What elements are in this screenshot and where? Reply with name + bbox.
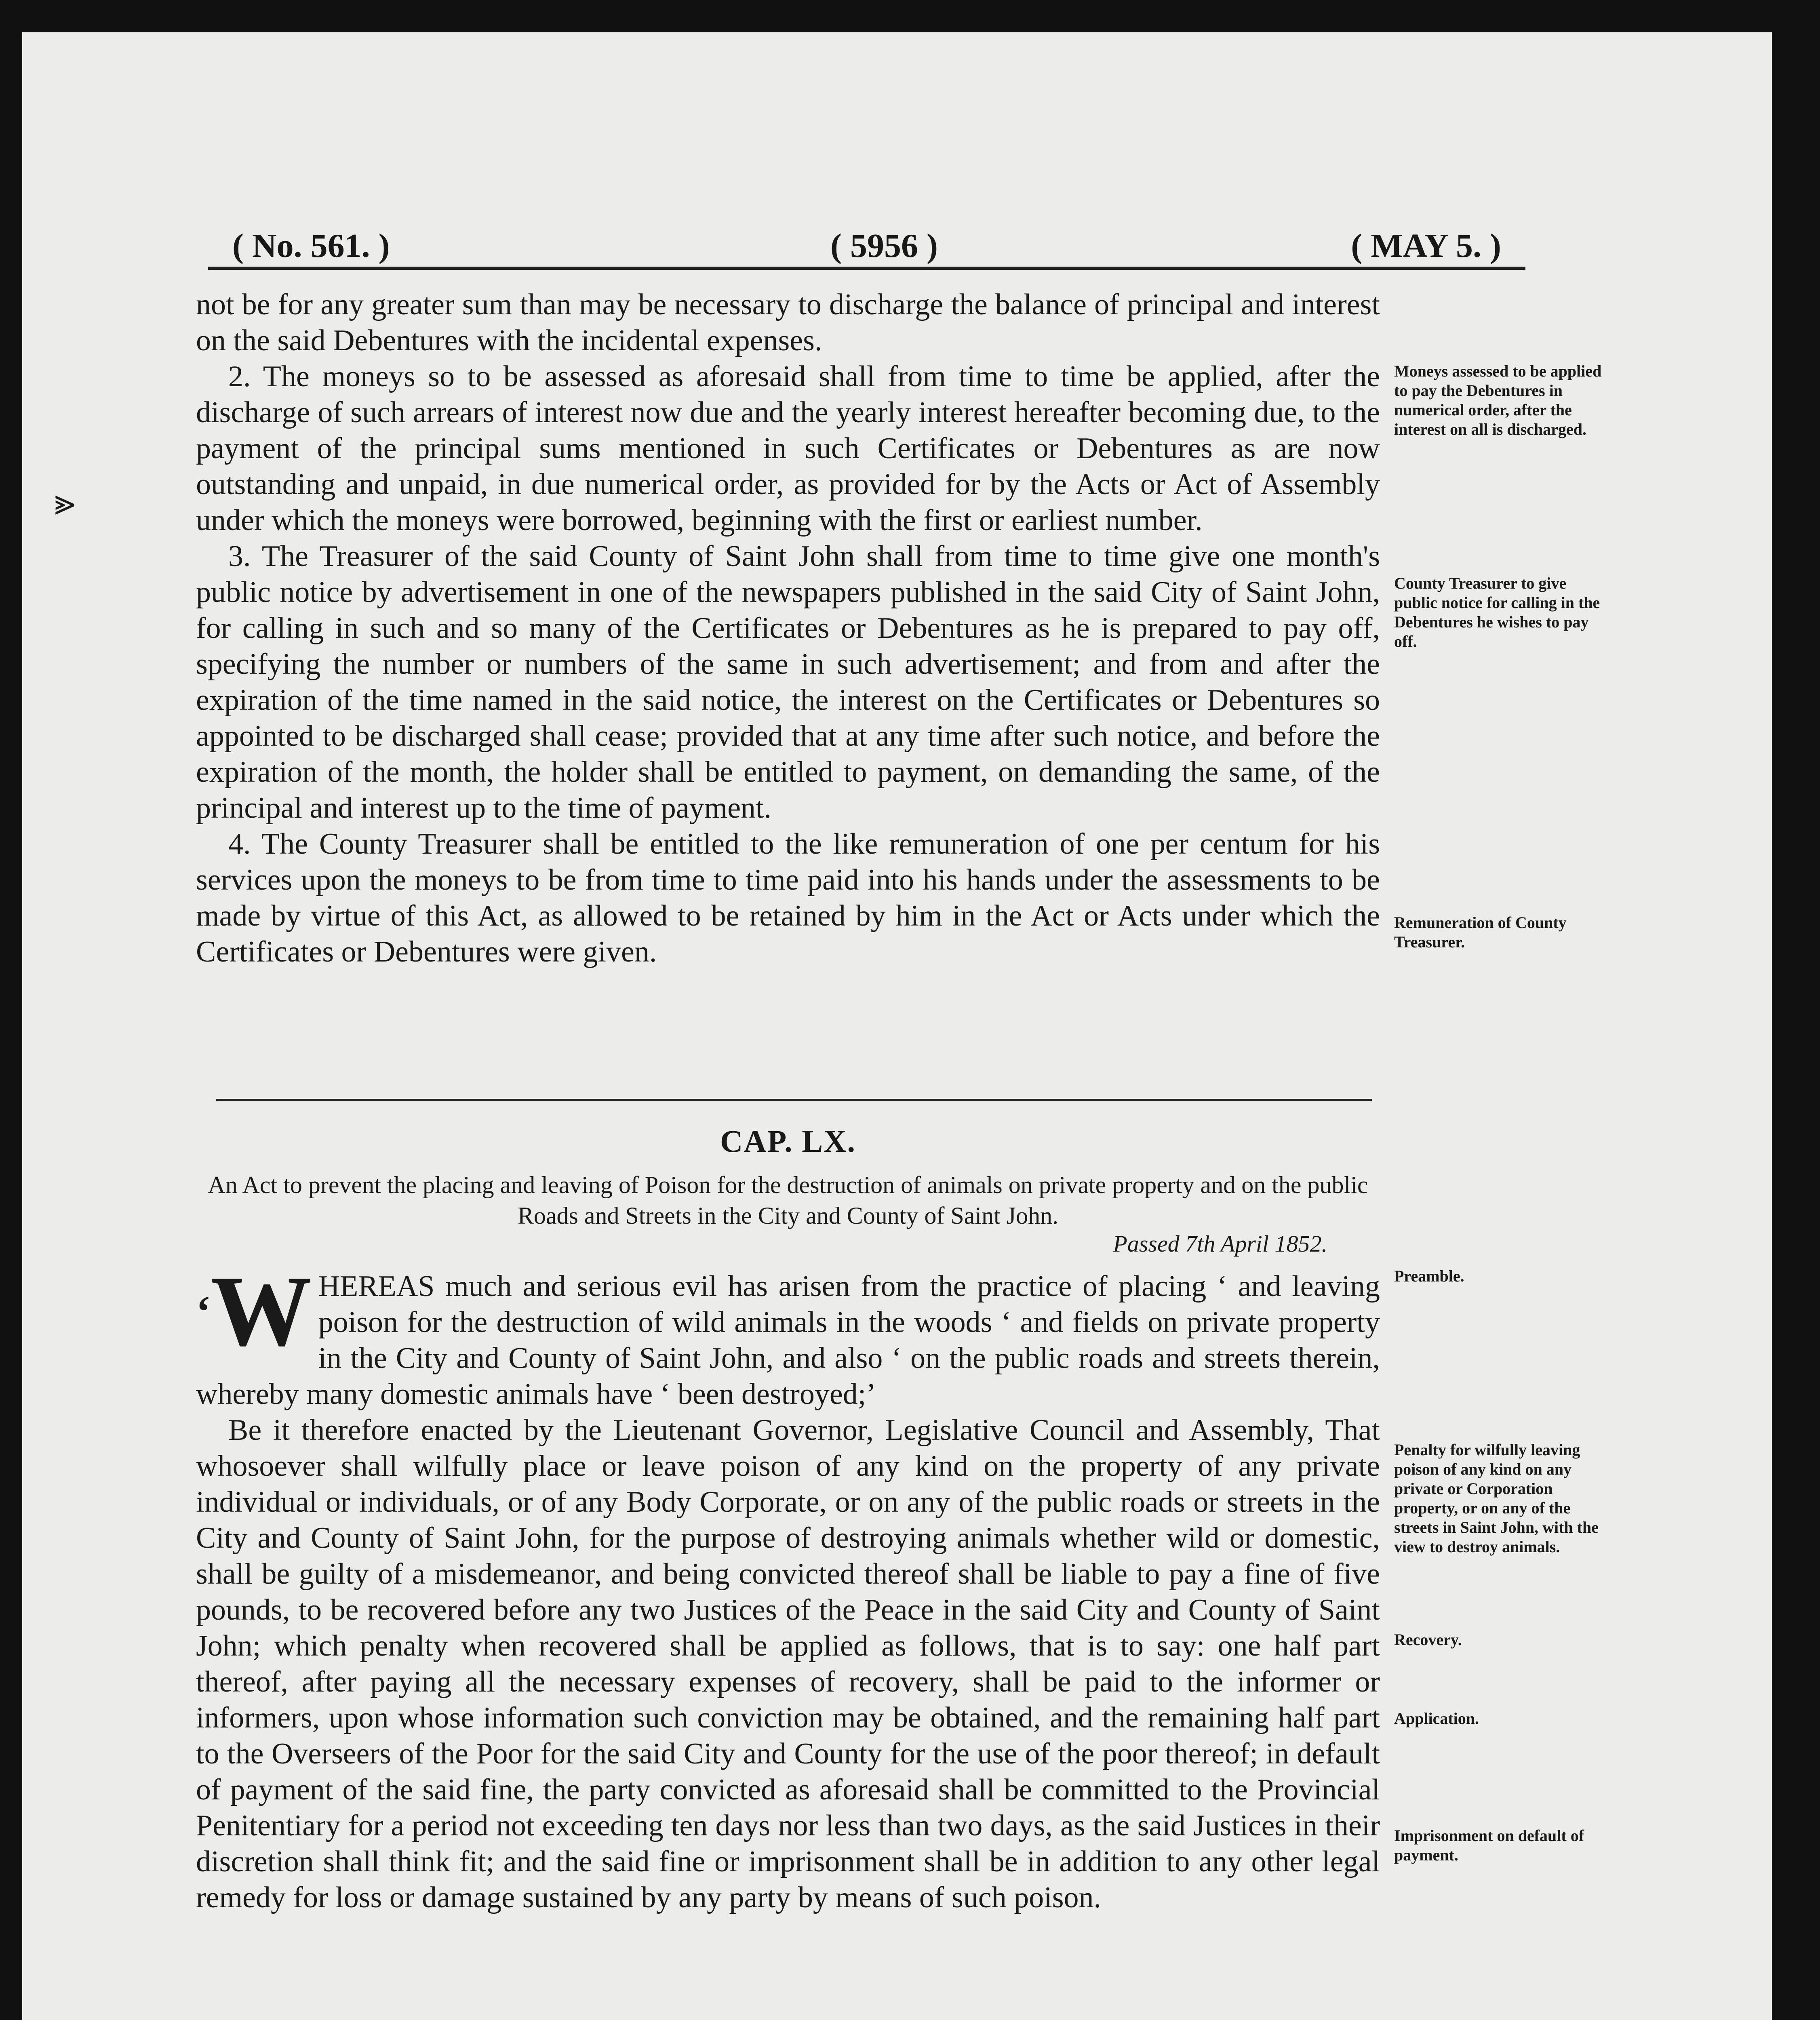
page-number: ( 5956 ) <box>830 227 938 265</box>
section-divider <box>216 1099 1372 1101</box>
cap-60-passed-date <box>196 1230 1327 1257</box>
cap-60-enacting-clause: Be it therefore enacted by the Lieutenant Governor, Legislative Council and Assembly, That whosoever shall wilfully place or leave poison of any kind on the property of any private individual or individuals, or of any Body Corporate, or on any of the public roads or streets in the City and County of Saint John, for the purpose of destroying animals whether wild or domestic, shall be guilty of a misdemeanor, and being convicted thereof shall be liable to pay a fine of five pounds, to be recovered before any two Justices of the Peace in the said City and County of Saint John; which penalty when recovered shall be applied as follows, that is to say: one half part thereof, after paying all the necessary expenses of recovery, shall be paid to the informer or informers, upon whose information such conviction may be obtained, and the remaining half part to the Overseers of the Poor for the said City and County for the use of the poor thereof; in default of payment of the said fine, the party convicted as aforesaid shall be committed to the Provincial Penitentiary for a period not exceeding ten days nor less than two days, as the said Justices in their discretion shall think fit; and the said fine or imprisonment shall be in addition to any other legal remedy for loss or damage sustained by any party by means of such poison. <box>196 1414 1380 1914</box>
cap-60-passed-text: Passed 7th April 1852. <box>1113 1231 1327 1257</box>
section-3: 3. The Treasurer of the said County of Saint John shall from time to time give one month's public notice by advertisement in one of the newspapers published in the said City of Saint John, for calling in such and so many of the Certificates or Debentures as he is prepared to pay off, specifying the number or numbers of the same in such advertisement; and from and after the expiration of the time named in the said notice, the interest on the Certificates or Debentures so appointed to be discharged shall cease; provided that at any time after such notice, and before the expiration of the month, the holder shall be entitled to payment, on demanding the same, of the principal and interest up to the time of payment. <box>196 540 1380 825</box>
margin-note-public-notice: County Treasurer to give public notice for calling in the Debentures he wishes to pay off. <box>1394 574 1600 650</box>
margin-note-application: Application. <box>1394 1709 1479 1728</box>
page-header <box>208 202 1525 270</box>
section-4: 4. The County Treasurer shall be entitled to the like remuneration of one per centum for his services upon the moneys to be from time to time paid into his hands under the assessments to be made by virtue of this Act, as allowed to be retained by him in the Act or Acts under which the Certificates or Debentures were given. <box>196 827 1380 968</box>
margin-note-recovery: Recovery. <box>1394 1631 1462 1649</box>
section-2: 2. The moneys so to be assessed as aforesaid shall from time to time be applied, after the discharge of such arrears of interest now due and the yearly interest hereafter becoming due, to the payment of the principal sums mentioned in such Certificates or Debentures as are now outstanding and unpaid, in due numerical order, as provided for by the Acts or Act of Assembly under which the moneys were borrowed, beginning with the first or earliest number. <box>196 360 1380 537</box>
opening-sections <box>196 287 1380 970</box>
pen-mark-arrow: ⪢ <box>55 481 75 523</box>
margin-note-numerical-order: Moneys assessed to be applied to pay the Debentures in numerical order, after the interest on all is discharged. <box>1394 362 1602 438</box>
continuation-paragraph: not be for any greater sum than may be necessary to discharge the balance of principal and interest on the said Debentures with the incidental expenses. <box>196 288 1380 357</box>
cap-60-drop-cap <box>196 1255 312 1367</box>
header-date: ( MAY 5. ) <box>1351 227 1501 265</box>
page-sheet <box>22 32 1772 2020</box>
cap-60-preamble-text: HEREAS much and serious evil has arisen from the practice of placing ‘ and leaving poison for the destruction of wild animals in the woods ‘ and fields on private property in the City and County of Saint John, and also ‘ on the public roads and streets therein, whereby many domestic animals have ‘ been destroyed;’ <box>196 1270 1380 1411</box>
margin-note-preamble: Preamble. <box>1394 1267 1464 1285</box>
cap-60-drop-letter: W <box>211 1255 312 1367</box>
cap-60-open-quote: ‘ <box>196 1287 211 1336</box>
cap-60-preamble <box>196 1255 1380 1916</box>
margin-note-imprisonment: Imprisonment on default of payment. <box>1394 1826 1584 1864</box>
margin-note-penalty: Penalty for wilfully leaving poison of any kind on any private or Corporation property, or on any of the streets in Saint John, with the view to destroy animals. <box>1394 1441 1599 1556</box>
margin-note-remuneration: Remuneration of County Treasurer. <box>1394 913 1567 951</box>
cap-60-title: An Act to prevent the placing and leaving of Poison for the destruction of animals on private property and on the public Roads and Streets in the City and County of Saint John. <box>208 1172 1368 1229</box>
cap-60-heading: CAP. LX. <box>720 1124 856 1159</box>
act-number: ( No. 561. ) <box>232 227 390 265</box>
